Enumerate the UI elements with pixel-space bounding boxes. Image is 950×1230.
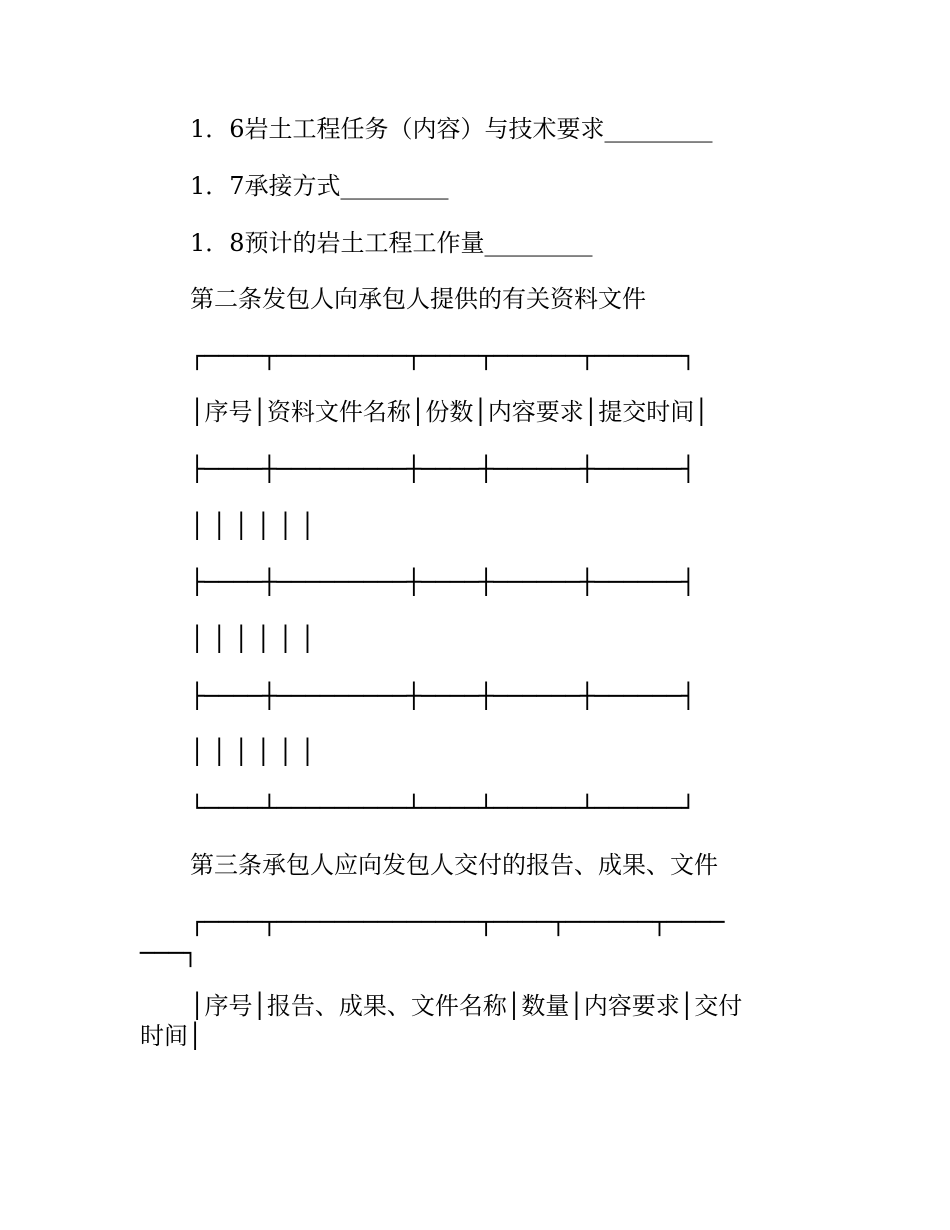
table-top-border: ┌────┬─────────┬────┬──────┬──────┐ <box>190 342 696 370</box>
table3-top-border-wrap: ───┐ <box>140 939 198 967</box>
table-separator: ├────┼─────────┼────┼──────┼──────┤ <box>190 682 696 710</box>
section-2-title: 第二条发包人向承包人提供的有关资料文件 <box>190 285 646 313</box>
item-1-8: 1．8预计的岩土工程工作量_________ <box>190 229 593 257</box>
table-header-row: │序号│资料文件名称│份数│内容要求│提交时间│ <box>190 398 709 426</box>
table-row: │ │ │ │ │ │ <box>190 738 315 766</box>
table3-header-row-wrap: 时间│ <box>140 1022 203 1050</box>
section-3-title: 第三条承包人应向发包人交付的报告、成果、文件 <box>190 851 718 879</box>
item-1-7: 1．7承接方式_________ <box>190 172 449 200</box>
table-separator: ├────┼─────────┼────┼──────┼──────┤ <box>190 455 696 483</box>
table-bottom-border: └────┴─────────┴────┴──────┴──────┘ <box>190 794 696 822</box>
table-row: │ │ │ │ │ │ <box>190 512 315 540</box>
table-separator: ├────┼─────────┼────┼──────┼──────┤ <box>190 568 696 596</box>
item-1-6: 1．6岩土工程任务（内容）与技术要求_________ <box>190 115 713 143</box>
table3-top-border: ┌────┬──────────────┬────┬──────┬──── <box>190 908 725 936</box>
table3-header-row: │序号│报告、成果、文件名称│数量│内容要求│交付 <box>190 992 743 1020</box>
table-row: │ │ │ │ │ │ <box>190 625 315 653</box>
